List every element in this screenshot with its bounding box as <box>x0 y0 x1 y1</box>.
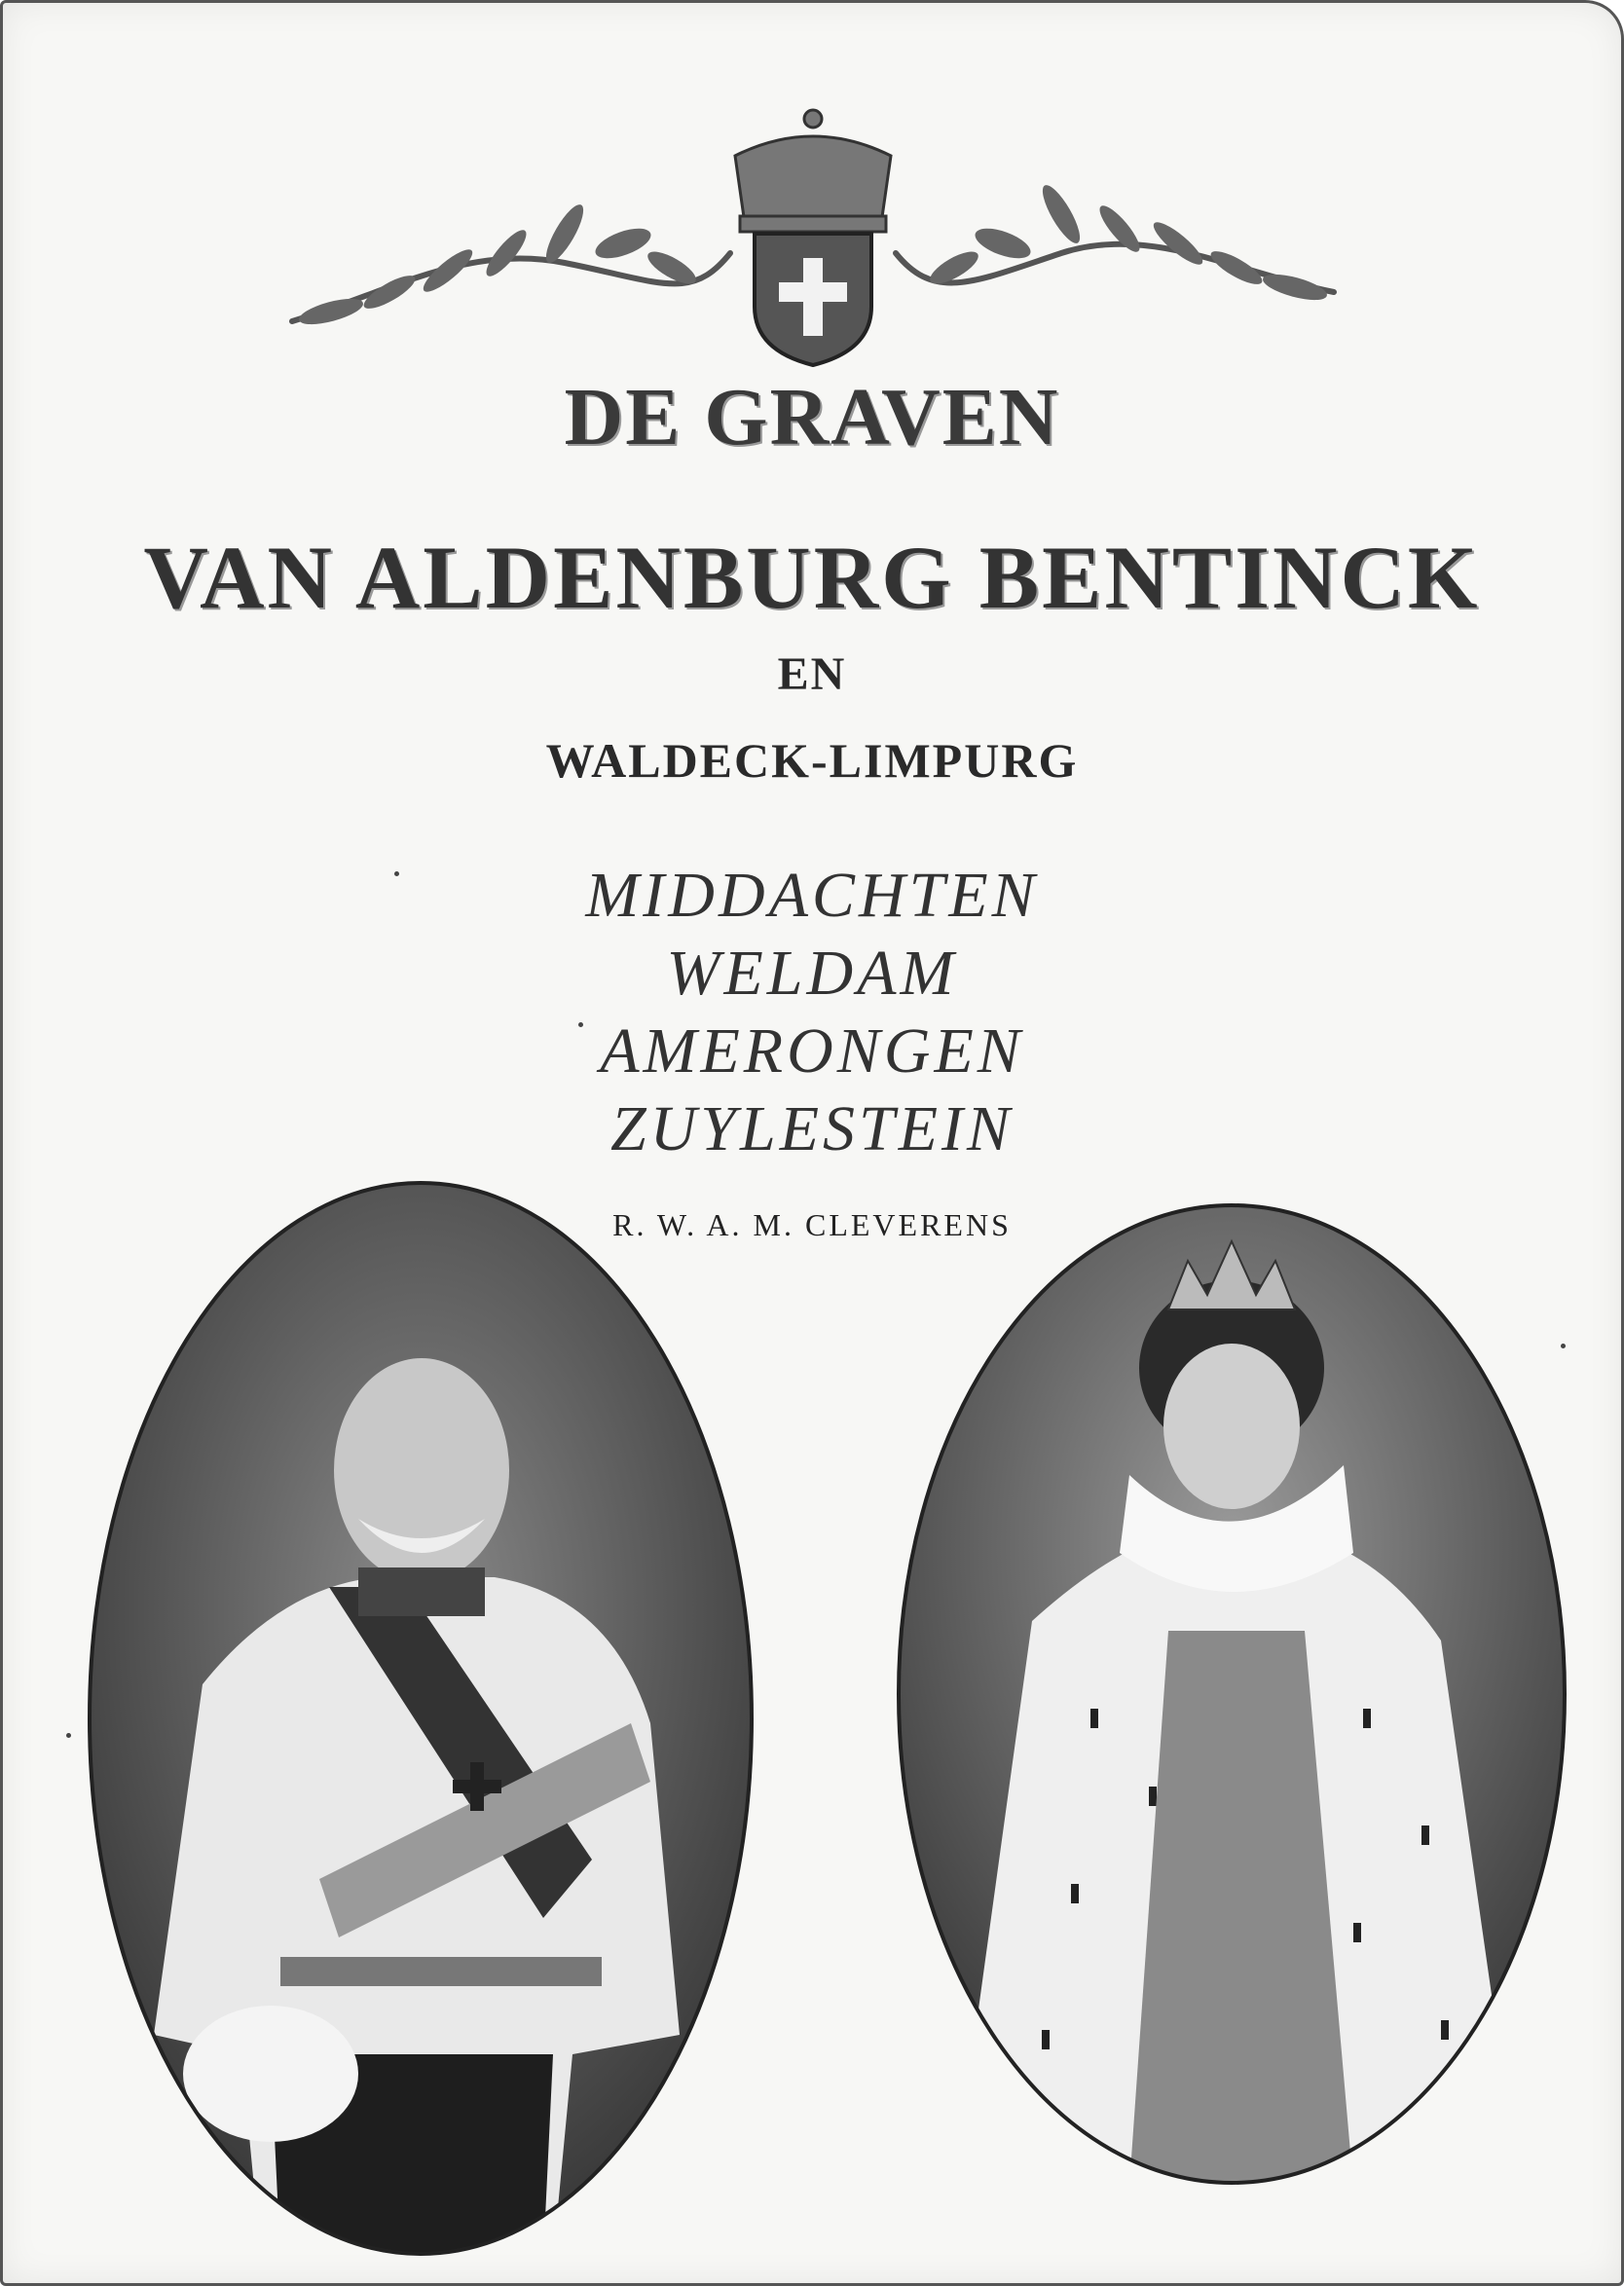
place-item: ZUYLESTEIN <box>609 1093 1015 1164</box>
title-conjunction: EN <box>777 648 847 700</box>
speck <box>66 1733 71 1738</box>
place-item: WELDAM <box>666 938 958 1009</box>
speck <box>394 871 399 876</box>
place-item: MIDDACHTEN <box>585 860 1039 931</box>
speck <box>1561 1344 1566 1348</box>
title-line-3: WALDECK-LIMPURG <box>545 733 1079 788</box>
crest-ornament-icon <box>273 97 1353 370</box>
speck <box>578 1022 583 1027</box>
place-item: AMERONGEN <box>600 1015 1024 1087</box>
author-name: R. W. A. M. CLEVERENS <box>612 1207 1012 1242</box>
title-line-1: DE GRAVEN <box>564 372 1060 462</box>
title-line-2: VAN ALDENBURG BENTINCK <box>143 528 1481 627</box>
left-portrait-image <box>86 1178 756 2259</box>
places-list <box>0 857 1624 1168</box>
right-portrait-image <box>896 1202 1568 2186</box>
